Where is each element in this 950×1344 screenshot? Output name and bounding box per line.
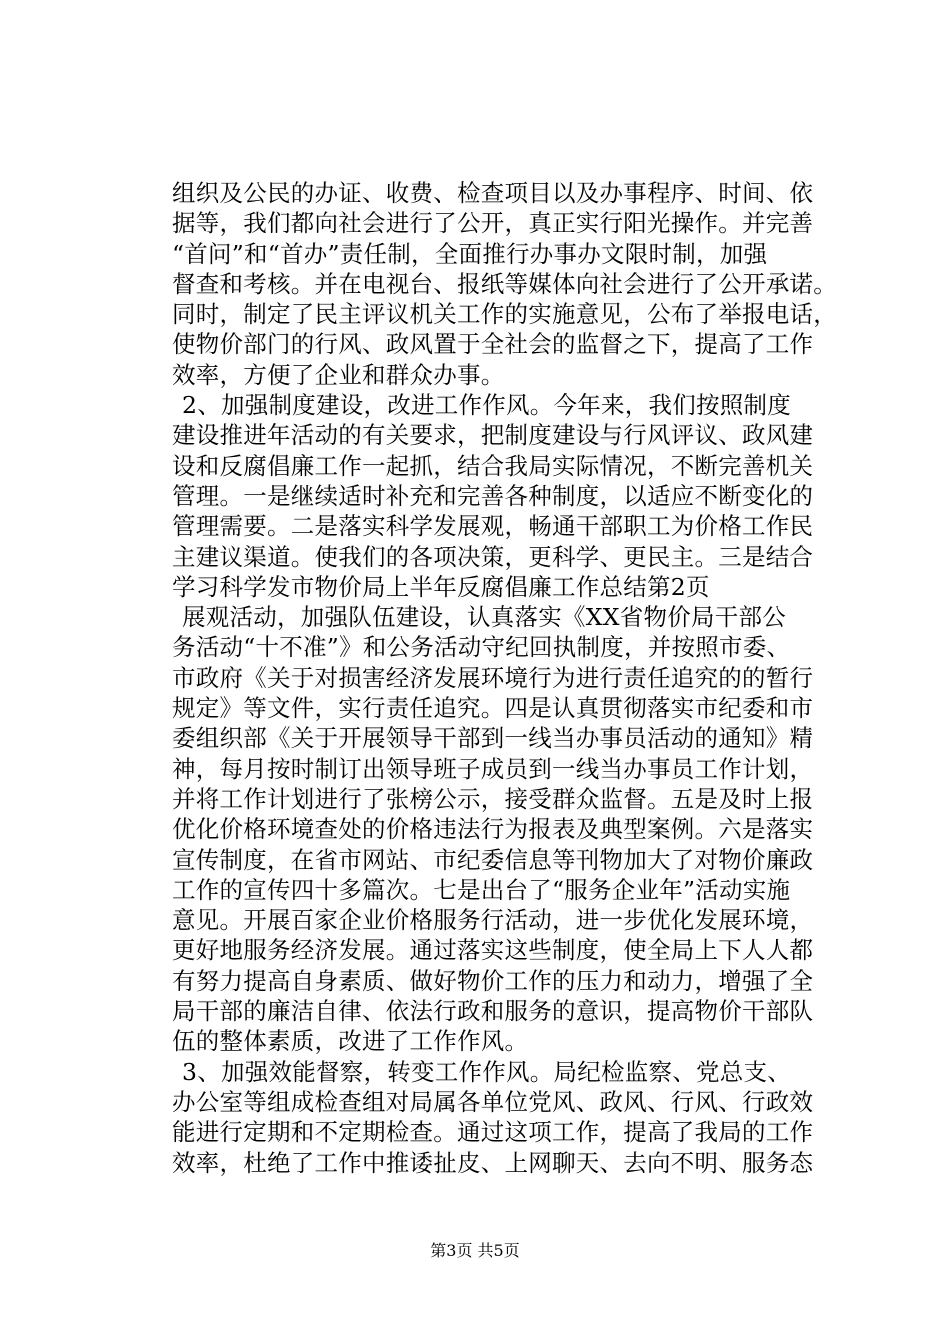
text-line: 伍的整体素质，改进了工作作风。: [172, 1027, 529, 1056]
text-line: 意见。开展百家企业价格服务行活动，进一步优化发展环境，: [172, 906, 814, 935]
text-line: 效率，杜绝了工作中推诿扯皮、上网聊天、去向不明、服务态: [172, 1148, 814, 1177]
text-line: 有努力提高自身素质、做好物价工作的压力和动力，增强了全: [172, 966, 814, 995]
text-line: 建设推进年活动的有关要求，把制度建设与行风评议、政风建: [172, 421, 814, 450]
text-line: “首问”和“首办”责任制，全面推行办事办文限时制，加强: [172, 239, 768, 268]
text-line: 规定》等文件，实行责任追究。四是认真贯彻落实市纪委和市: [172, 694, 814, 723]
page-number-footer: 第3页 共5页: [430, 1241, 520, 1260]
text-line: 能进行定期和不定期检查。通过这项工作，提高了我局的工作: [172, 1118, 814, 1147]
text-line: 并将工作计划进行了张榜公示，接受群众监督。五是及时上报: [172, 784, 814, 813]
body-text: [172, 178, 862, 1178]
text-line: 效率，方便了企业和群众办事。: [172, 360, 505, 389]
text-line: 使物价部门的行风、政风置于全社会的监督之下，提高了工作: [172, 330, 814, 359]
text-line: 神，每月按时制订出领导班子成员到一线当办事员工作计划，: [172, 754, 814, 783]
text-line: 更好地服务经济发展。通过落实这些制度，使全局上下人人都: [172, 936, 814, 965]
text-line: 组织及公民的办证、收费、检查项目以及办事程序、时间、依: [172, 179, 814, 207]
text-line: 市政府《关于对损害经济发展环境行为进行责任追究的的暂行: [172, 663, 814, 692]
text-line: 据等，我们都向社会进行了公开，真正实行阳光操作。并完善: [172, 209, 814, 238]
text-line: 工作的宣传四十多篇次。七是出台了“服务企业年”活动实施: [172, 875, 791, 904]
text-line: 学习科学发市物价局上半年反腐倡廉工作总结第2页: [172, 572, 710, 601]
text-line: 委组织部《关于开展领导干部到一线当办事员活动的通知》精: [172, 724, 814, 753]
text-line: 宣传制度，在省市网站、市纪委信息等刊物加大了对物价廉政: [172, 845, 814, 874]
text-line: 优化价格环境查处的价格违法行为报表及典型案例。六是落实: [172, 815, 814, 844]
text-line: 主建议渠道。使我们的各项决策，更科学、更民主。三是结合: [172, 542, 814, 571]
paragraph-start-line: 3、加强效能督察，转变工作作风。局纪检监察、党总支、: [182, 1057, 791, 1086]
text-line: 管理需要。二是落实科学发展观，畅通干部职工为价格工作民: [172, 512, 814, 541]
text-line: 办公室等组成检查组对局属各单位党风、政风、行风、行政效: [172, 1087, 814, 1116]
paragraph-start-line: 展观活动，加强队伍建设，认真落实《XX省物价局干部公: [182, 603, 786, 632]
paragraph-start-line: 2、加强制度建设，改进工作作风。今年来，我们按照制度: [182, 391, 791, 420]
text-line: 局干部的廉洁自律、依法行政和服务的意识，提高物价干部队: [172, 997, 814, 1026]
text-line: 设和反腐倡廉工作一起抓，结合我局实际情况，不断完善机关: [172, 451, 814, 480]
text-line: 督查和考核。并在电视台、报纸等媒体向社会进行了公开承诺。: [172, 269, 837, 298]
text-line: 管理。一是继续适时补充和完善各种制度，以适应不断变化的: [172, 481, 814, 510]
text-line: 务活动“十不准”》和公务活动守纪回执制度，并按照市委、: [172, 633, 791, 662]
text-line: 同时，制定了民主评议机关工作的实施意见，公布了举报电话，: [172, 300, 837, 329]
